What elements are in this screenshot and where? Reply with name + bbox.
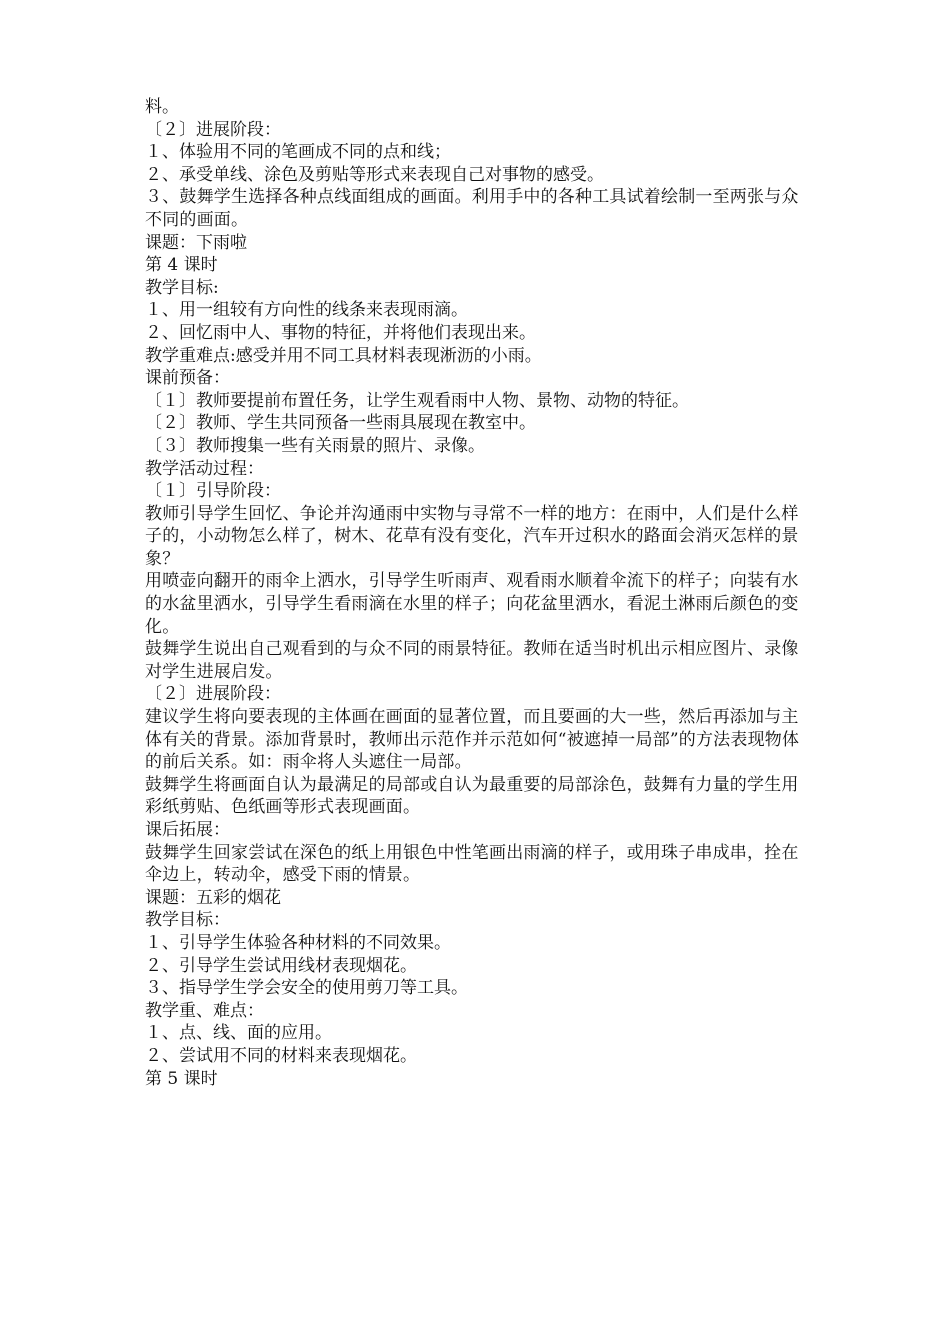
list-item: １、用一组较有方向性的线条来表现雨滴。 bbox=[145, 300, 468, 321]
section-heading: 〔２〕进展阶段： bbox=[145, 119, 281, 140]
paragraph: 鼓舞学生将画面自认为最满足的局部或自认为最重要的局部涂色，鼓舞有力量的学生用彩纸剪贴、色纸画等形式表现画面。 bbox=[145, 774, 799, 818]
lesson-title: 课题：五彩的烟花 bbox=[145, 887, 281, 908]
list-item: １、体验用不同的笔画成不同的点和线； bbox=[145, 142, 451, 163]
list-item: ２、尝试用不同的材料来表现烟花。 bbox=[145, 1045, 417, 1066]
paragraph: 用喷壶向翻开的雨伞上洒水，引导学生听雨声、观看雨水顺着伞流下的样子；向装有水的水盆里洒水，引导学生看雨滴在水里的样子；向花盆里洒水，看泥土淋雨后颜色的变化。 bbox=[145, 571, 799, 637]
paragraph: 教师引导学生回忆、争论并沟通雨中实物与寻常不一样的地方：在雨中，人们是什么样子的，小动物怎么样了，树木、花草有没有变化，汽车开过积水的路面会消灭怎样的景象？ bbox=[145, 503, 799, 569]
section-heading: 教学重、难点： bbox=[145, 1000, 264, 1021]
lesson-period: 第 4 课时 bbox=[145, 255, 218, 276]
text-line: 教学重难点:感受并用不同工具材料表现淅沥的小雨。 bbox=[145, 345, 542, 366]
section-heading: 教学活动过程： bbox=[145, 458, 264, 479]
paragraph: 鼓舞学生说出自己观看到的与众不同的雨景特征。教师在适当时机出示相应图片、录像对学生进展启发。 bbox=[145, 639, 799, 682]
list-item: ２、承受单线、涂色及剪贴等形式来表现自己对事物的感受。 bbox=[145, 164, 604, 185]
list-item: １、点、线、面的应用。 bbox=[145, 1023, 332, 1044]
paragraph: 建议学生将向要表现的主体画在画面的显著位置，而且要画的大一些，然后再添加与主体有关的背景。添加背景时，教师出示范作并示范如何“被遮掉一局部”的方法表现物体的前后关系。如：雨伞将人头遮住一局部。 bbox=[145, 707, 800, 773]
list-item: 〔１〕教师要提前布置任务，让学生观看雨中人物、景物、动物的特征。 bbox=[145, 390, 689, 411]
list-item: ２、引导学生尝试用线材表现烟花。 bbox=[145, 955, 417, 976]
section-heading: 课后拓展： bbox=[145, 820, 230, 840]
section-heading: 教学目标: bbox=[145, 277, 219, 298]
section-heading: 教学目标： bbox=[145, 910, 230, 931]
paragraph: 鼓舞学生回家尝试在深色的纸上用银色中性笔画出雨滴的样子，或用珠子串成串，拴在伞边上，转动伞，感受下雨的情景。 bbox=[145, 842, 799, 886]
section-heading: 〔１〕引导阶段： bbox=[145, 481, 281, 502]
list-item: ３、鼓舞学生选择各种点线面组成的画面。利用手中的各种工具试着绘制一至两张与众不同的画面。 bbox=[145, 187, 799, 230]
list-item: ３、指导学生学会安全的使用剪刀等工具。 bbox=[145, 978, 468, 999]
list-item: 〔３〕教师搜集一些有关雨景的照片、录像。 bbox=[145, 435, 485, 456]
section-heading: 〔２〕进展阶段： bbox=[145, 684, 281, 705]
list-item: １、引导学生体验各种材料的不同效果。 bbox=[145, 932, 451, 953]
lesson-period: 第 5 课时 bbox=[145, 1068, 218, 1089]
lesson-title: 课题：下雨啦 bbox=[145, 232, 247, 253]
document-page bbox=[145, 96, 815, 1090]
text-line: 料。 bbox=[145, 97, 179, 117]
list-item: ２、回忆雨中人、事物的特征，并将他们表现出来。 bbox=[145, 322, 536, 343]
list-item: 〔２〕教师、学生共同预备一些雨具展现在教室中。 bbox=[145, 413, 536, 434]
section-heading: 课前预备： bbox=[145, 368, 230, 389]
